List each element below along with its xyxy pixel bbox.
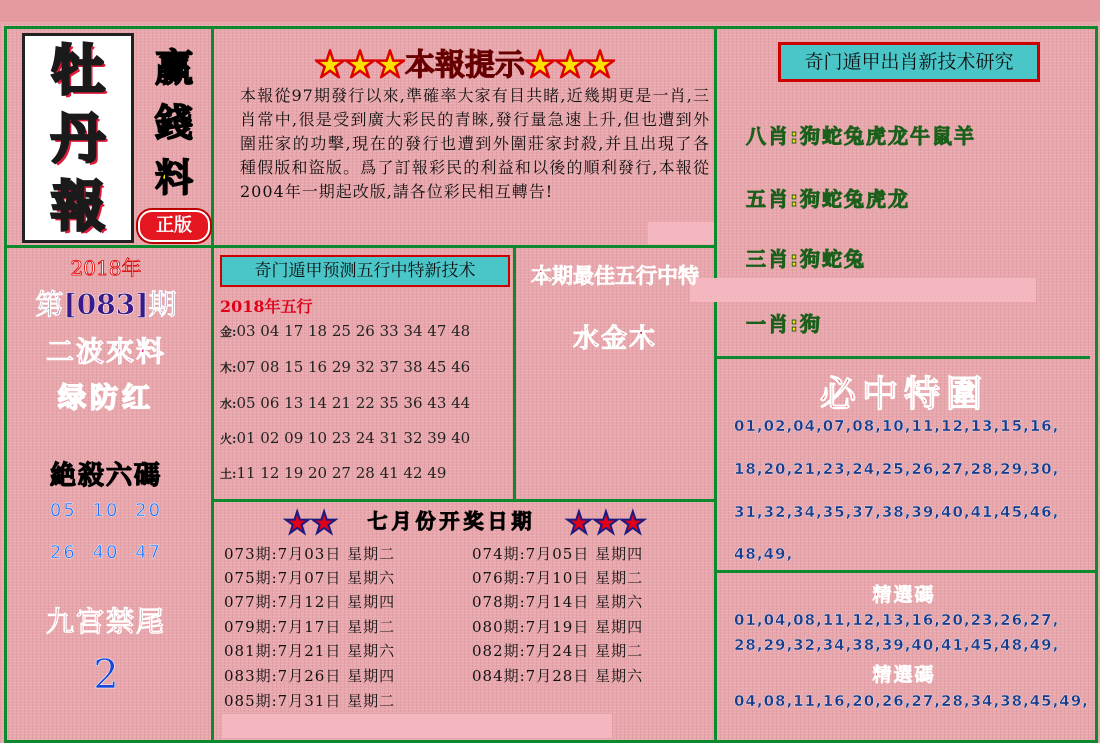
- best-value: 水金木: [572, 324, 657, 354]
- draw-date: 081期:7月21日 星期六: [224, 642, 396, 660]
- star-icon: ★★★: [525, 48, 615, 83]
- genuine-badge: 正版: [138, 210, 210, 242]
- logo-char: 報: [51, 174, 105, 238]
- element-label: 金:: [220, 325, 237, 339]
- divider: [714, 570, 1098, 573]
- element-numbers: 11 12 19 20 27 28 41 42 49: [236, 464, 447, 482]
- jingxuan-numbers: 01,04,08,11,12,13,16,20,23,26,27,: [734, 611, 1060, 629]
- xiao-prediction: 一肖:狗: [746, 312, 822, 336]
- draw-date: 077期:7月12日 星期四: [224, 593, 396, 611]
- element-numbers: 01 02 09 10 23 24 31 32 39 40: [236, 429, 471, 447]
- july-heading: 七月份开奖日期: [367, 509, 536, 533]
- star-icon: ★★: [283, 506, 338, 541]
- notice-title: [220, 40, 710, 84]
- juesha-numbers: 05 10 20: [49, 500, 163, 521]
- bizhong-title: 必中特圍: [819, 373, 988, 415]
- jiugong-value: 2: [93, 652, 119, 698]
- jingxuan-title: 精選碼: [872, 584, 936, 606]
- draw-date: 079期:7月17日 星期二: [224, 618, 396, 636]
- xiao-prediction: 八肖:狗蛇兔虎龙牛鼠羊: [746, 124, 976, 148]
- xiao-prediction: 五肖:狗蛇兔虎龙: [746, 187, 910, 211]
- wuxing-row: [220, 322, 470, 340]
- jingxuan-title: 精選碼: [872, 664, 936, 686]
- pink-patch: [222, 714, 612, 738]
- element-numbers: 07 08 15 16 29 32 37 38 45 46: [236, 358, 471, 376]
- draw-date: 074期:7月05日 星期四: [472, 545, 644, 563]
- divider: [4, 245, 716, 248]
- element-label: 水:: [220, 397, 237, 411]
- draw-date: 076期:7月10日 星期二: [472, 569, 644, 587]
- wuxing-banner: 奇门遁甲预测五行中特新技术: [220, 255, 510, 287]
- issue-period: 第[083]期: [35, 288, 177, 321]
- notice-body: 本報從97期發行以來,準確率大家有目共睹,近幾期更是一肖,三肖常中,很是受到廣大彩民的青睞,發行量急速上升,但也遭到外圍莊家的功擊,現在的發行也遭到外圍莊家封殺,并且出現了各種假版和盜版。爲了訂報彩民的利益和以後的順利發行,本報從2004年一期起改版,請各位彩民相互轉告!: [240, 86, 710, 201]
- wuxing-row: [220, 358, 470, 376]
- draw-date: 083期:7月26日 星期四: [224, 667, 396, 685]
- slogan: [146, 40, 202, 205]
- draw-date: 075期:7月07日 星期六: [224, 569, 396, 587]
- juesha-title: 絶殺六碼: [49, 461, 162, 491]
- divider: [513, 245, 516, 501]
- pink-patch: [648, 222, 714, 244]
- best-title: 本期最佳五行中特: [531, 264, 699, 288]
- juesha-numbers: 26 40 47: [49, 542, 163, 563]
- bizhong-numbers: 48,49,: [734, 545, 794, 563]
- wuxing-row: [220, 394, 470, 412]
- element-label: 土:: [220, 467, 237, 481]
- wuxing-row: [220, 464, 446, 482]
- pink-patch: [690, 278, 1036, 302]
- element-label: 木:: [220, 361, 237, 375]
- divider: [714, 356, 1090, 359]
- draw-date: 082期:7月24日 星期二: [472, 642, 644, 660]
- star-icon: ★★★: [315, 48, 405, 83]
- draw-date: 085期:7月31日 星期二: [224, 692, 396, 710]
- july-title: [215, 505, 715, 541]
- jingxuan-numbers: 28,29,32,34,38,39,40,41,45,48,49,: [734, 636, 1060, 654]
- divider: [211, 499, 716, 502]
- slogan-char: 料: [154, 155, 193, 200]
- erbo-label: 二波來料: [45, 335, 166, 368]
- logo: [22, 33, 134, 243]
- jingxuan-numbers: 04,08,11,16,20,26,27,28,34,38,45,49,: [734, 692, 1089, 710]
- bizhong-numbers: 31,32,34,35,37,38,39,40,41,45,46,: [734, 503, 1060, 521]
- logo-char: 牡: [51, 38, 105, 102]
- wuxing-row: [220, 429, 470, 447]
- top-strip: [0, 0, 1100, 22]
- xiao-prediction: 三肖:狗蛇兔: [746, 247, 866, 271]
- jiugong-title: 九宫禁尾: [45, 605, 166, 638]
- element-numbers: 05 06 13 14 21 22 35 36 43 44: [236, 394, 471, 412]
- draw-date: 078期:7月14日 星期六: [472, 593, 644, 611]
- qimen-banner: 奇门遁甲出肖新技术研究: [778, 42, 1040, 82]
- bizhong-numbers: 01,02,04,07,08,10,11,12,13,15,16,: [734, 417, 1060, 435]
- element-label: 火:: [220, 432, 237, 446]
- slogan-char: 赢: [154, 45, 193, 90]
- notice-heading: 本報提示: [405, 48, 525, 83]
- logo-char: 丹: [51, 106, 105, 170]
- draw-date: 073期:7月03日 星期二: [224, 545, 396, 563]
- issue-year: 2018年: [70, 256, 142, 280]
- star-icon: ★★★: [565, 506, 647, 541]
- draw-date: 084期:7月28日 星期六: [472, 667, 644, 685]
- wuxing-year: 2018年五行: [220, 297, 313, 316]
- draw-date: 080期:7月19日 星期四: [472, 618, 644, 636]
- divider: [714, 26, 717, 743]
- slogan-char: 錢: [154, 100, 193, 145]
- element-numbers: 03 04 17 18 25 26 33 34 47 48: [236, 322, 471, 340]
- color-tip: 绿防红: [57, 381, 154, 414]
- bizhong-numbers: 18,20,21,23,24,25,26,27,28,29,30,: [734, 460, 1060, 478]
